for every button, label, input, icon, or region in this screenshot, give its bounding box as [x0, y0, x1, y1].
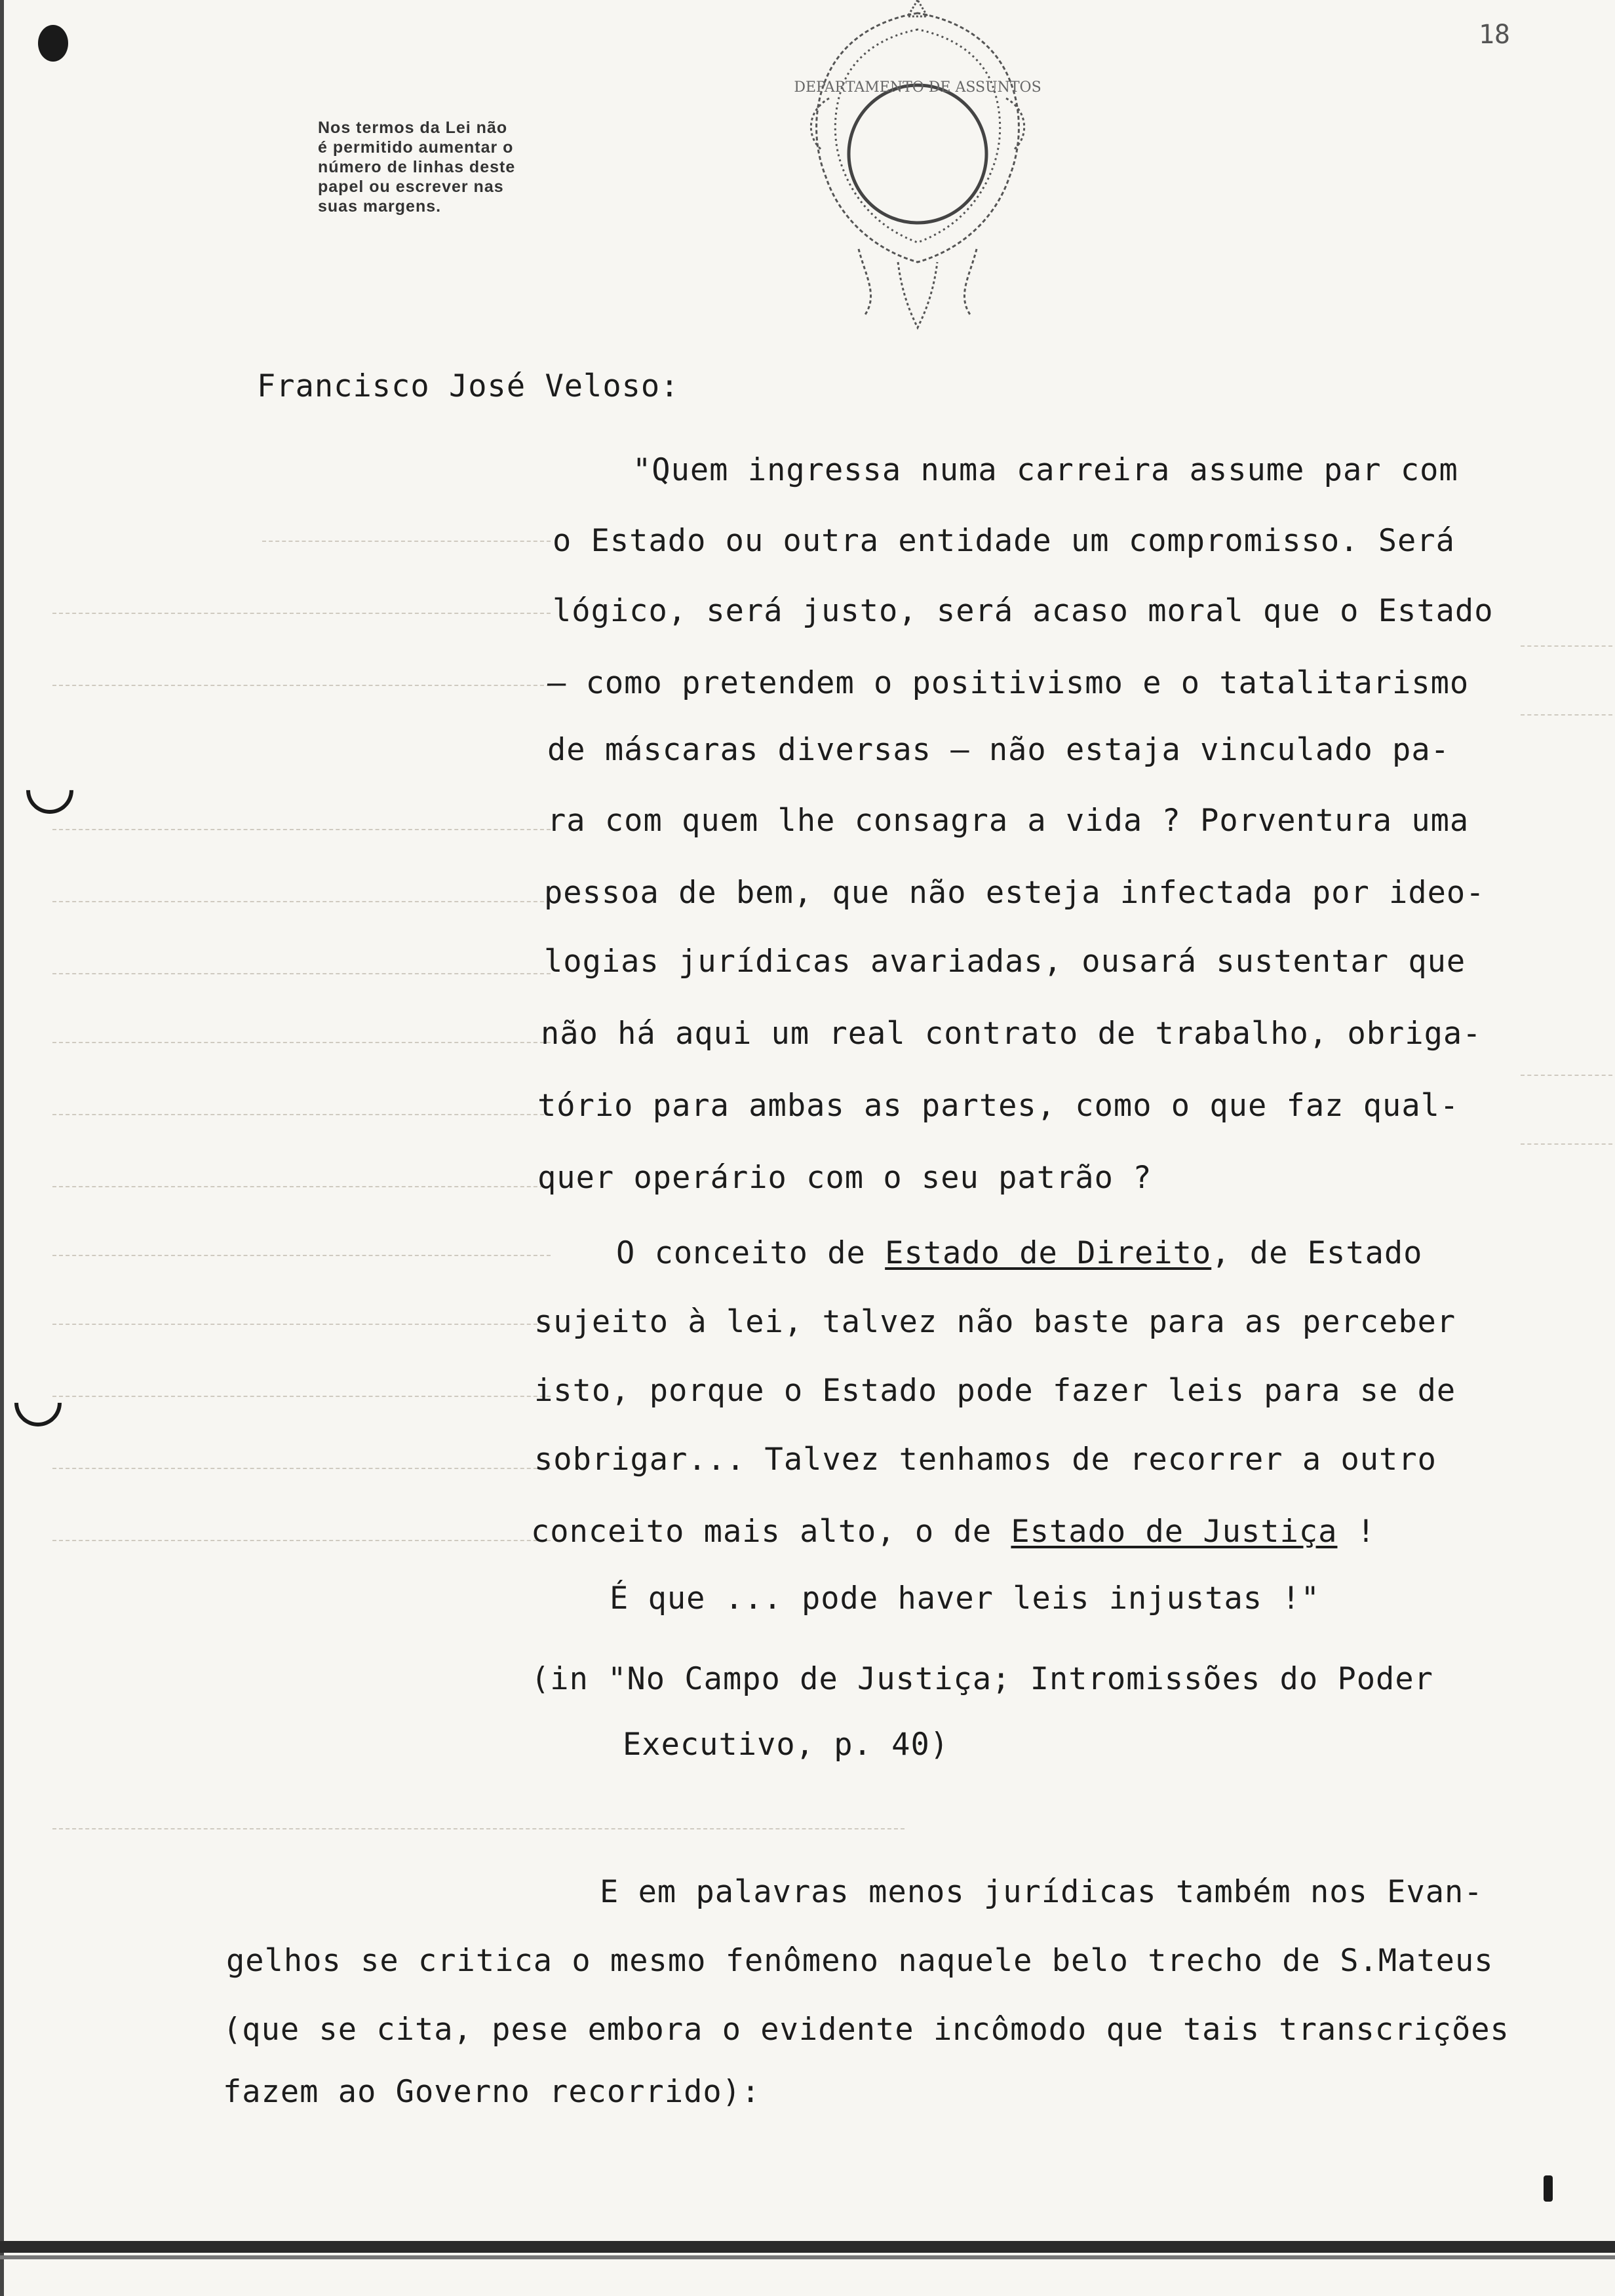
quote-line: logias jurídicas avariadas, ousará sustentar que: [544, 944, 1466, 980]
quote-line: o Estado ou outra entidade um compromisso. Será: [553, 523, 1455, 559]
ruled-line: [52, 1468, 551, 1469]
text-segment: conceito mais alto, o de: [531, 1514, 1011, 1550]
ruled-line: [1521, 1075, 1612, 1076]
text-segment: !: [1337, 1514, 1376, 1550]
ruled-line: [52, 1828, 905, 1829]
ruled-line: [52, 1186, 551, 1187]
closing-quote: É que ... pode haver leis injustas !": [610, 1580, 1320, 1617]
quote-line: quer operário com o seu patrão ?: [537, 1160, 1152, 1196]
addressee: Francisco José Veloso:: [257, 368, 680, 404]
ruled-line: [52, 829, 551, 830]
final-paragraph-line: fazem ao Governo recorrido):: [223, 2074, 761, 2110]
quote-line: pessoa de bem, que não esteja infectada por ideo-: [544, 875, 1485, 911]
quote-line: lógico, será justo, será acaso moral que o Estado: [553, 593, 1494, 629]
punch-hole: [5, 1369, 71, 1436]
ruled-line: [262, 541, 551, 542]
notice-line: Nos termos da Lei não: [318, 119, 508, 137]
underlined-term: Estado de Direito: [885, 1235, 1212, 1271]
paragraph-line: sobrigar... Talvez tenhamos de recorrer a outro: [534, 1442, 1437, 1478]
quote-line: – como pretendem o positivismo e o tatalitarismo: [547, 665, 1469, 701]
page-number: 18: [1478, 20, 1510, 50]
ruled-line: [52, 1396, 551, 1397]
text-segment: O conceito de: [616, 1235, 885, 1271]
final-paragraph-line: E em palavras menos jurídicas também nos Evan-: [600, 1874, 1483, 1910]
underlined-term: Estado de Justiça: [1011, 1514, 1338, 1550]
notice-line: papel ou escrever nas: [318, 178, 504, 196]
quote-line: de máscaras diversas – não estaja vinculado pa-: [547, 732, 1450, 768]
final-paragraph-line: gelhos se critica o mesmo fenômeno naquele belo trecho de S.Mateus: [226, 1943, 1494, 1979]
citation-line: Executivo, p. 40): [623, 1727, 950, 1763]
ruled-line: [1521, 714, 1612, 716]
quote-line: não há aqui um real contrato de trabalho, obriga-: [541, 1016, 1482, 1052]
ruled-line: [52, 1114, 551, 1115]
ruled-line: [1521, 1143, 1612, 1145]
final-paragraph-line: (que se cita, pese embora o evidente incômodo que tais transcrições: [223, 2012, 1509, 2048]
ruled-line: [1521, 645, 1612, 647]
ruled-line: [52, 1540, 551, 1541]
scan-bottom-edge: [0, 2241, 1615, 2253]
text-segment: , de Estado: [1211, 1235, 1423, 1271]
ruled-line: [52, 685, 551, 686]
notice-line: suas margens.: [318, 197, 442, 216]
paragraph-line: [531, 1514, 1376, 1550]
seal-emblem: [767, 0, 1068, 347]
punch-hole: [16, 757, 83, 824]
page-left-edge: [0, 0, 4, 2296]
ruled-line: [52, 613, 551, 614]
quote-line: tório para ambas as partes, como o que faz qual-: [537, 1088, 1460, 1124]
paragraph-line: sujeito à lei, talvez não baste para as perceber: [534, 1304, 1456, 1340]
ruled-line: [52, 901, 551, 902]
ruled-line: [52, 1042, 551, 1043]
scan-bottom-edge: [0, 2255, 1615, 2259]
margin-notice: [318, 118, 574, 216]
quote-line: ra com quem lhe consagra a vida ? Porventura uma: [547, 803, 1469, 839]
ruled-line: [52, 1324, 551, 1325]
paragraph-line: [616, 1235, 1422, 1271]
quote-line: "Quem ingressa numa carreira assume par com: [632, 452, 1458, 488]
paragraph-line: isto, porque o Estado pode fazer leis para se de: [534, 1373, 1456, 1409]
seal-text: DEPARTAMENTO DE ASSUNTOS: [794, 79, 1041, 96]
citation-line: (in "No Campo de Justiça; Intromissões do Poder: [531, 1661, 1433, 1697]
ink-spot: [38, 25, 68, 62]
ruled-line: [52, 973, 551, 974]
ink-spot: [1544, 2175, 1553, 2202]
notice-line: é permitido aumentar o: [318, 138, 514, 157]
ruled-line: [52, 1255, 551, 1256]
notice-line: número de linhas deste: [318, 158, 516, 176]
